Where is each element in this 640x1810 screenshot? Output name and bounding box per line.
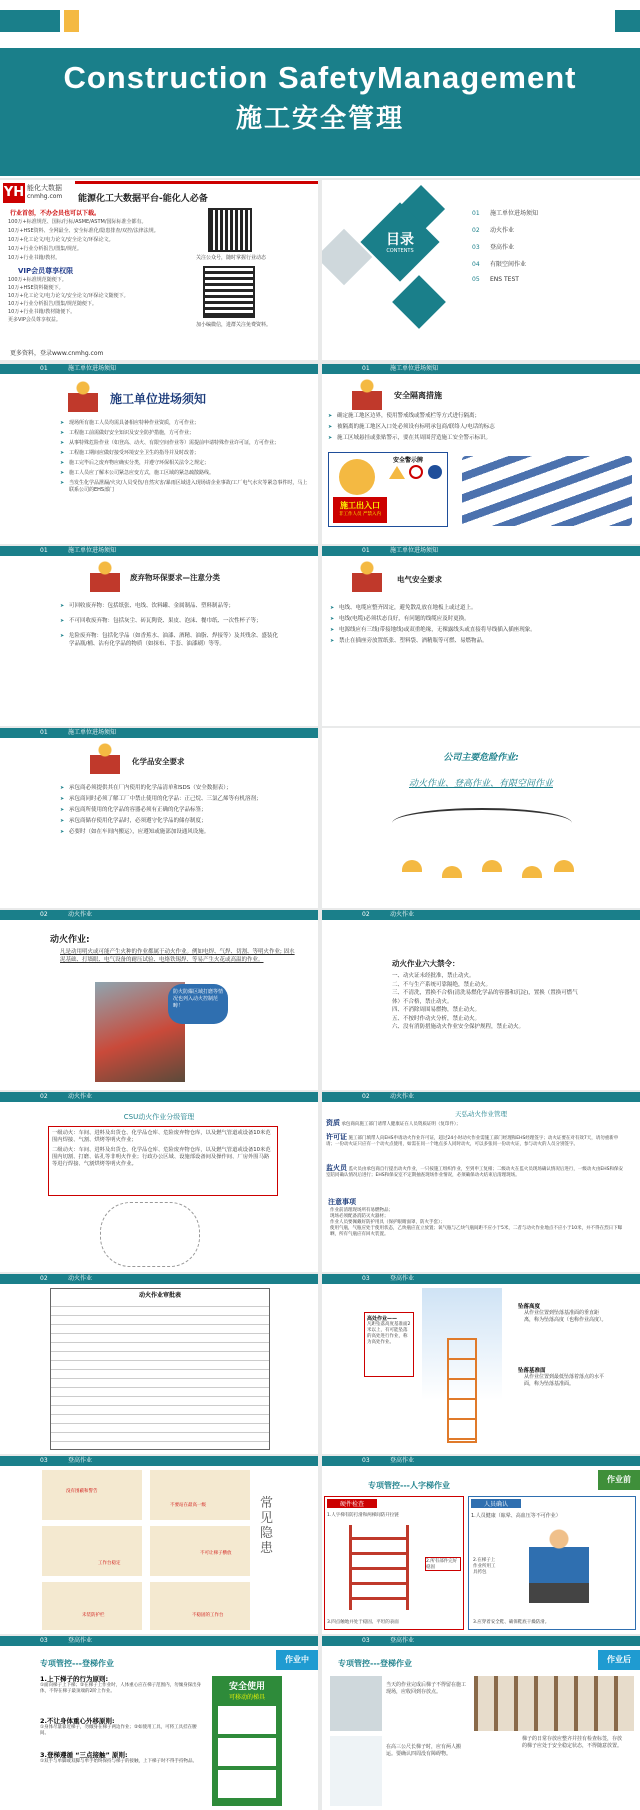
bullet-list <box>60 784 290 839</box>
ad-list <box>8 218 208 263</box>
section-number: 01 <box>362 547 370 554</box>
slide-header-bar <box>0 1636 318 1646</box>
ad-vip-list <box>8 276 208 324</box>
section-title: 动火作业 <box>68 1093 93 1100</box>
cover-banner <box>0 48 640 176</box>
slide-chemical <box>0 728 318 908</box>
bullet-item: ➤ 工程施工期间应做好接受环境安全卫生的指导并及时改善； <box>60 450 310 457</box>
ad-item: 10万+行业书籍/教材。 <box>8 255 61 261</box>
hazard-cell <box>150 1470 250 1520</box>
slide-header-bar <box>0 546 318 556</box>
ladder-illustration <box>349 1525 409 1610</box>
section-title: 动火作业 <box>68 1275 93 1282</box>
right-callout-2 <box>518 1366 608 1388</box>
section-number: 02 <box>362 911 370 918</box>
section-number: 02 <box>40 1093 48 1100</box>
slide-header-bar <box>0 1456 318 1466</box>
bullet-item: ➤ 施工区域悬挂或张贴警示，要在其周围营造施工安全警示标识。 <box>328 434 633 442</box>
slide-hot-work-bans <box>322 910 640 1090</box>
ad-logo-mark: YH <box>3 183 25 203</box>
ad-item: 10万+行业分析报告/图集/规范。 <box>8 246 82 252</box>
form-title: 动火作业审批表 <box>51 1289 269 1300</box>
mgmt-text: 施工部门填带人向EHS申请动火作业许可证，超过24小时动火作业需施工部门经理和EHS经理签字；动火证要在对有效7天，请勿重新申请；一份动火证只应有一个动火点使用，如需在同一个地点多人同时动火，可以多张同一份动火证，参与动火的人员分别签字。 <box>326 1136 619 1147</box>
bullet-item: ➤ 现场所有施工人员均需具备相应特种作业资质，方可作业； <box>60 420 310 427</box>
box-header: 人员确认 <box>471 1499 521 1508</box>
bullet-list <box>60 602 280 651</box>
bubble-text: 防火防爆区域打磨等情况也列入动火控制范畴！ <box>173 989 224 1009</box>
cover-top-block-2 <box>64 10 79 32</box>
slide-ladder-after <box>322 1636 640 1810</box>
slide-title: 专项管控---登梯作业 <box>338 1659 412 1668</box>
bullet-item: ➤ 电源线应有三线(带接地线)或双重绝缘，无裸露线头或直接将导线插入插座现象。 <box>330 626 585 634</box>
slide-header-bar <box>322 364 640 374</box>
helmet-icon <box>522 866 542 878</box>
slide-title: 公司主要危险作业: <box>443 753 519 763</box>
slide-header-bar <box>322 910 640 920</box>
hazard-label: 未装防护栏 <box>82 1613 105 1618</box>
worker-icon <box>90 742 120 774</box>
section-title: 动火作业 <box>68 911 93 918</box>
note-item: 作业人员要佩戴好防护用具（保护眼睛面罩，防火手套）； <box>330 1220 445 1225</box>
ad-vip-item: 100万+标准规范随便下。 <box>8 277 67 283</box>
mgmt-text: 监火员由承包商自行提出动火作业，一只按施工组织作业，至到申工复相；二级动火在监火员现场确认情况后进行，一级动火由EHS和保安室陪同确认情况后进行；EHS和保安室不定期抽查现场作业情况，必须确保动火结束后清理现场。 <box>326 1167 624 1178</box>
section-title: 施工单位进场须知 <box>68 365 117 372</box>
bullet-item: ➤ 承包商储存使用化学品时，必须遵守化学品的储存制度； <box>60 817 290 825</box>
rule-block-3 <box>40 1750 205 1765</box>
poster-figures <box>218 1706 276 1801</box>
ban-item: 五、不按时作动火分析，禁止动火。 <box>392 1015 481 1022</box>
sign-title: 安全警示牌 <box>393 457 424 464</box>
qr2-caption: 加小编微信，进群关注免费资料。 <box>196 322 272 328</box>
slide-entry-notice <box>0 364 318 544</box>
slide-title: 化学品安全要求 <box>132 757 185 766</box>
ad-slide <box>0 180 318 360</box>
mandatory-icon <box>428 465 442 479</box>
bullet-item: ➤ 施工完毕后之废弃物应确实分类，并遵守环保相关法令之规定； <box>60 460 310 467</box>
mgmt-heading: 监火员 <box>326 1164 347 1172</box>
slide-header-bar <box>0 728 318 738</box>
mgmt-item-3 <box>326 1165 626 1179</box>
toc-title: 目录 <box>386 232 414 248</box>
slide-title: CSU动火作业分级管理 <box>123 1113 195 1121</box>
poster-sub: 可移动的梯具 <box>228 1694 265 1701</box>
sign-sub: 非工作人员 严禁入内 <box>339 512 381 517</box>
section-number: 01 <box>362 365 370 372</box>
toc-label: 有限空间作业 <box>490 261 527 268</box>
grading-box <box>48 1126 278 1196</box>
bullet-list <box>328 412 633 445</box>
section-number: 01 <box>40 729 48 736</box>
section-number: 03 <box>40 1457 48 1464</box>
rule-block-2 <box>40 1716 205 1737</box>
slide-common-hazards <box>0 1456 318 1634</box>
box-line: 2.在梯子上作业所用工具挎包 <box>473 1558 496 1575</box>
rule-heading: 1.上下梯子的行为原则: <box>40 1675 109 1683</box>
slide-title: 专项管控---人字梯作业 <box>368 1481 450 1490</box>
toc-item-4[interactable] <box>472 259 632 276</box>
phase-tag-text: 作业前 <box>607 1475 631 1484</box>
after-text-1: 当天的作业完成后梯子不得留在施工现场，应收回到存放点。 <box>386 1682 467 1695</box>
slide-header-bar <box>322 1274 640 1284</box>
toc-label: 施工单位进场须知 <box>490 210 539 217</box>
toc-num: 03 <box>472 244 480 251</box>
slide-header-bar <box>322 1456 640 1466</box>
slide-title: 专项管控---登梯作业 <box>40 1659 114 1668</box>
bullet-item: ➤ 电线(电缆)必须状态良好，有问题的线缆应及时更换。 <box>330 615 585 623</box>
left-callout <box>364 1312 414 1377</box>
rule-heading: 3.登梯遵循 “三点接触” 原则: <box>40 1751 128 1759</box>
mgmt-heading-4: 注意事项 <box>328 1198 356 1206</box>
worker-icon <box>352 560 382 592</box>
slide-header-bar <box>0 910 318 920</box>
slide-header-bar <box>322 1636 640 1646</box>
slide-hot-work-mgmt <box>322 1092 640 1272</box>
ad-vip-item: 10万+化工论文/电力论文/安全论文/环保论文随便下。 <box>8 293 129 299</box>
hazard-cell <box>42 1582 142 1630</box>
note-item: 使用气瓶，气瓶应处于使用状态，乙炔瓶应直立放置；氧气瓶与乙炔气瓶间距不应小于5米，二者与动火作业地点不应小于10米，并不得在烈日下曝晒，所有气瓶应有回火装置。 <box>330 1226 623 1237</box>
hazard-label: 不可让梯子横放 <box>200 1551 232 1556</box>
toc-label: 动火作业 <box>490 227 515 234</box>
section-title: 登高作业 <box>390 1637 415 1644</box>
bullet-item: ➤ 电线、电缆应整齐固定，避免散乱放在地板上或过道上。 <box>330 604 585 612</box>
hazard-cell <box>42 1470 142 1520</box>
slide-a-ladder <box>322 1456 640 1634</box>
worker-icon <box>90 560 120 592</box>
section-number: 01 <box>40 547 48 554</box>
section-number: 03 <box>40 1637 48 1644</box>
box-line: 3.四点触地并处于稳固、平坦的表面 <box>327 1620 399 1625</box>
barrier-tape-photo <box>462 456 632 526</box>
slide-title: 天弘动火作业管理 <box>455 1110 507 1118</box>
notes-list <box>330 1208 626 1238</box>
bullet-item: ➤ 禁止在插座旁放置纸张、塑料袋、酒精瓶等可燃、易燃物品。 <box>330 637 585 645</box>
phase-tag-text: 作业后 <box>607 1655 631 1664</box>
carry-illustration <box>330 1736 382 1806</box>
ad-vip-item: 10万+行业书籍/教材随便下。 <box>8 309 76 315</box>
ladder-stored-photo <box>330 1676 382 1731</box>
ad-sub: 行业首创，不办会员也可以下载。 <box>10 210 101 217</box>
section-number: 02 <box>40 1275 48 1282</box>
rule-heading: 2.不让身体重心外移原则: <box>40 1717 115 1725</box>
bullet-item: ➤ 危险废弃物：包括化学品（如香蕉水、油漆、酒精、油脂、焊接等）及其残余、盛装化学品瓶/桶、沾有化学品的物质（如抹布、手套、油漆刷）等等。 <box>60 632 280 648</box>
warning-icon <box>389 466 405 479</box>
slide-body: 凡是动用明火或可能产生火种的作业都属于动火作业。例如电焊、气焊、切割、等明火作业; 固水泥基础、打墙眼、电气设备的耐压试验、电烙铁锡焊、等易产生火花或高温的作业。 <box>60 949 295 963</box>
speech-bubble <box>168 984 228 1024</box>
ban-list <box>392 972 582 1032</box>
slide-height-def <box>322 1274 640 1454</box>
personnel-box <box>468 1496 636 1630</box>
bullet-list <box>330 604 585 648</box>
hardware-box <box>324 1496 464 1630</box>
callout-body: 从作业位置到坠落基准面的垂直距离，称为坠落高度（也称作业高度）。 <box>524 1310 607 1323</box>
section-title: 动火作业 <box>390 911 415 918</box>
slide-header-bar <box>322 1092 640 1102</box>
toc-item-1[interactable] <box>472 208 632 225</box>
mgmt-heading: 许可证 <box>326 1133 347 1141</box>
box-line: 3.应穿着安全鞋、确保鞋底干燥防滑。 <box>473 1620 550 1625</box>
ad-vip-item: 更多VIP会员尊享权益。 <box>8 317 61 323</box>
ad-header-bar <box>75 181 318 184</box>
section-title: 登高作业 <box>68 1637 93 1644</box>
slide-header-bar <box>322 546 640 556</box>
bullet-item: ➤ 承包商所使用的化学品的容器必须有正确的化学品标签； <box>60 806 290 814</box>
rule-text: ①身体尽量靠近梯子，勿倾身在梯子两边作业；②如使用工具，可将工具挂在腰间。 <box>40 1725 197 1736</box>
section-title: 施工单位进场须知 <box>390 547 439 554</box>
qr-code-2 <box>205 268 253 316</box>
cover-title-en: Construction SafetyManagement <box>63 60 577 95</box>
toc-diamond-bottom <box>392 275 446 329</box>
slide-waste <box>0 546 318 726</box>
phase-tag <box>598 1650 640 1670</box>
grade-item: 二级动火：车间、进料及出货仓、化学品仓库、危险废弃物仓库，以及燃气管道或设备10米范围内切割、打磨、钻孔等非明火作业；行政办公区域、设施部设备间及操作间、厂房外围马路等进行焊接、气割烘烤等明火作业。 <box>52 1147 271 1167</box>
permit-form <box>50 1288 270 1450</box>
section-title: 施工单位进场须知 <box>390 365 439 372</box>
slide-title: 动火作业六大禁令： <box>392 959 460 968</box>
phase-tag-text: 作业中 <box>285 1655 309 1664</box>
ad-logo-url: cnmhg.com <box>27 193 63 200</box>
bullet-item: ➤ 可回收废弃物：包括纸张、电线、饮料罐、金属制品、塑料制品等； <box>60 602 280 610</box>
section-number: 02 <box>40 911 48 918</box>
section-number: 01 <box>40 365 48 372</box>
bullet-item: ➤ 不可回收废弃物：包括灰尘、砖瓦陶瓷、果皮、泡沫、餐巾纸、一次性杯子等； <box>60 617 280 625</box>
slide-title: 安全隔离措施 <box>394 391 442 400</box>
ladder-rack-photo <box>474 1676 634 1731</box>
hazard-label: 没有围蔽和警告 <box>66 1489 98 1494</box>
ad-item: 10万+HSE资料、全网最全、安全标准化/隐患排查/双控/法律法规。 <box>8 228 159 234</box>
bullet-item: ➤ 承包商必须提供其在厂内使用的化学品清单和SDS（安全数据表）； <box>60 784 290 792</box>
poster-title: 安全使用 <box>228 1682 265 1692</box>
hazard-illustration <box>382 800 582 898</box>
toc-list <box>472 208 632 293</box>
hazard-label: 不要站在最高一级 <box>170 1503 206 1508</box>
ad-vip-title: VIP会员尊享权限 <box>18 267 74 275</box>
right-callout-1 <box>518 1302 608 1324</box>
helmet-icon <box>402 860 422 872</box>
slide-hot-work-form <box>0 1274 318 1454</box>
sign-main: 施工出入口 <box>340 501 380 510</box>
toc-title-en: CONTENTS <box>386 248 414 254</box>
ban-item: 四、不消除周围易燃物，禁止动火。 <box>392 1007 481 1013</box>
slide-electrical <box>322 546 640 726</box>
section-title: 动火作业 <box>390 1093 415 1100</box>
slide-hot-work <box>0 910 318 1090</box>
cartoon-illustration <box>100 1202 200 1267</box>
box-line: 1.人字梯有防打滑和两梯间防开拉链 <box>327 1513 399 1518</box>
ad-vip-item: 10万+行业分析报告/图集/规范随便下。 <box>8 301 97 307</box>
scaffold-illustration <box>422 1288 502 1448</box>
bullet-item: ➤ 从事特殊危险作业（如登高、动火、有限空间作业等）需提前申请特殊作业许可证，方可作业； <box>60 440 310 447</box>
bullet-item: ➤ 施工人员应了解本公司紧急应变方式，施工区域的紧急疏散路线。 <box>60 470 310 477</box>
worker-illustration <box>529 1523 589 1603</box>
note-item: 作业前清理现场所有易燃物品； <box>330 1208 393 1213</box>
slide-title: 动火作业: <box>50 935 90 945</box>
section-title: 登高作业 <box>390 1275 415 1282</box>
slide-isolation <box>322 364 640 544</box>
section-number: 03 <box>362 1637 370 1644</box>
toc-label: ENS TEST <box>490 276 519 283</box>
bullet-item: ➤ 当发生化学品泄漏/火灾/人员受伤/自然灾害/暴雨区域进入现场请企业事故/工厂电气水灾等紧急事件时，马上联系公司的EHS部门 <box>60 480 310 494</box>
toc-num: 04 <box>472 261 480 268</box>
sign-red-box <box>333 497 387 523</box>
ad-logo-cn: 能化大数据 <box>27 184 62 192</box>
slide-title: 施工单位进场须知 <box>110 392 207 406</box>
slide-subtitle: 动火作业、登高作业、有限空间作业 <box>408 779 553 789</box>
bullet-item: ➤ 工程施工前需做好安全知识及安全防护措施，方可作业； <box>60 430 310 437</box>
toc-slide <box>322 180 640 360</box>
toc-item-3[interactable] <box>472 242 632 259</box>
cover-slide <box>0 0 640 178</box>
bullet-item: ➤ 必要时（如在车间内搬运），应遵知或施部加设通风设施。 <box>60 828 290 836</box>
section-number: 03 <box>362 1457 370 1464</box>
helmet-icon <box>554 860 574 872</box>
hazard-label: 不稳固的工作台 <box>192 1613 224 1618</box>
bullet-item: ➤ 确定施工地区边界，使用警戒线或警戒栏等方式进行隔离； <box>328 412 633 420</box>
hazard-cell <box>150 1582 250 1630</box>
mgmt-item-1 <box>326 1120 626 1128</box>
after-text-2: 梯子的日常存放应整齐并挂有检查标签，存放的梯子应处于安全稳定状态，不得随意放置。 <box>522 1736 623 1749</box>
safety-poster <box>212 1676 282 1806</box>
bullet-item: ➤ 承包商同时必须了解工厂中禁止使用的化学品：正己烷、三氯乙烯等有机溶剂； <box>60 795 290 803</box>
section-title: 登高作业 <box>68 1457 93 1464</box>
toc-label: 登高作业 <box>490 244 515 251</box>
grade-item: 一级动火：车间、进料及出货仓、化学品仓库、危险废弃物仓库，以及燃气管道或设备10米范围内焊接、气割、烘烤等明火作业； <box>52 1130 271 1143</box>
box-line: 1.人员健康（眩晕、高血压等不可作业） <box>471 1513 561 1519</box>
slide-title: 电气安全要求 <box>397 575 442 584</box>
note-item: 现场必须配备消防灭火器材； <box>330 1214 389 1219</box>
qr-code-1 <box>210 210 250 250</box>
ban-item: 六、没有消防措施动火作业安全保护规程，禁止动火。 <box>392 1024 525 1030</box>
bullet-list <box>60 420 310 497</box>
sky-hook-icon <box>392 808 572 838</box>
toc-num: 05 <box>472 276 480 283</box>
slide-hot-work-grading <box>0 1092 318 1272</box>
qr1-caption: 关注公众号，随时掌握行业动态 <box>196 255 267 261</box>
ad-logo <box>3 183 73 205</box>
hazard-grid <box>42 1470 252 1630</box>
after-text-3: 在高三公尺长梯子时，应有两人搬运。要确认四周没有障碍物。 <box>386 1744 462 1757</box>
worker-sign-icon <box>339 459 375 495</box>
worker-icon <box>68 380 98 412</box>
section-title: 登高作业 <box>390 1457 415 1464</box>
slide-header-bar <box>0 1092 318 1102</box>
ad-footer[interactable]: 更多资料，登录www.cnmhg.com <box>10 350 104 357</box>
ban-item: 二、不与生产系统可靠隔绝，禁止动火。 <box>392 981 492 988</box>
rule-text: ①面向梯子上下梯；②在梯子上作业时，人体重心应在梯子范围内，勿倾身探出身体，不得在梯子最顶端的2阶上作业。 <box>40 1683 202 1694</box>
side-title: 常见隐患 <box>260 1496 274 1556</box>
bullet-item: ➤ 被隔离的施工地区入口处必须设有标明承包商/联络人/电话的标志 <box>328 423 633 431</box>
ad-headline: 能源化工大数据平台-能化人必备 <box>78 194 208 204</box>
section-number: 02 <box>362 1093 370 1100</box>
callout-title: 高处作业—— <box>367 1316 398 1322</box>
slide-title: 废弃物环保要求—注意分类 <box>130 573 220 582</box>
mgmt-item-2 <box>326 1134 626 1148</box>
toc-num: 02 <box>472 227 480 234</box>
phase-tag <box>598 1470 640 1490</box>
helmet-icon <box>442 866 462 878</box>
ad-item: 100万+标准规范、国标/行标/ASME/ASTM/国际标准全都有。 <box>8 219 147 225</box>
worker-icon <box>352 378 382 410</box>
section-title: 施工单位进场须知 <box>68 729 117 736</box>
mgmt-heading: 资质 <box>326 1119 340 1127</box>
slide-hazard-work <box>322 728 640 908</box>
ban-item: 一、动火证未经批准，禁止动火。 <box>392 973 475 979</box>
hazard-label: 工作台稳定 <box>98 1561 121 1566</box>
callout-title: 坠落基准面 <box>518 1368 546 1374</box>
callout-title: 坠落高度 <box>518 1304 541 1310</box>
cover-title-cn: 施工安全管理 <box>235 104 404 134</box>
phase-tag <box>276 1650 318 1670</box>
section-number: 03 <box>362 1275 370 1282</box>
box-line: 2.所有部件完好稳固 <box>425 1557 461 1571</box>
section-title: 施工单位进场须知 <box>68 547 117 554</box>
slide-header-bar <box>0 364 318 374</box>
hazard-cell <box>150 1526 250 1576</box>
callout-body: 凡距坠落高度基准面2米以上，有可能坠落的高处进行作业，称为高处作业。 <box>367 1322 411 1345</box>
prohibit-icon <box>409 465 423 479</box>
ban-item: 三、不清洗，置换不合格(清洗易燃化学品的容器和沉淀)，置换（置换可燃气体）不合格，禁止动火。 <box>392 990 578 1005</box>
ad-vip-item: 10万+HSE资料随便下。 <box>8 285 64 291</box>
toc-item-2[interactable] <box>472 225 632 242</box>
cover-top-block-3 <box>615 10 640 32</box>
callout-body: 从作业位置到最低坠落着落点的水平面，称为坠落基准面。 <box>524 1374 605 1387</box>
rule-text: ①双手与单脚或双脚与单手始终保持与梯子的接触，上下梯子时不得手持物品。 <box>40 1759 198 1764</box>
box-header: 硬件检查 <box>327 1499 377 1508</box>
hazard-cell <box>42 1526 142 1576</box>
helmet-icon <box>482 860 502 872</box>
safety-sign <box>328 452 448 527</box>
cover-top-block-1 <box>0 10 60 32</box>
toc-item-5[interactable] <box>472 276 632 293</box>
scaffold-frame <box>447 1338 477 1443</box>
slide-header-bar <box>0 1274 318 1284</box>
toc-num: 01 <box>472 210 480 217</box>
mgmt-text: 承包商向施工部门请带人健康证在人员资质证明（复印件）； <box>341 1122 461 1127</box>
rule-block-1 <box>40 1674 205 1695</box>
ad-item: 10万+化工论文/电力论文/安全论文/环保论文。 <box>8 237 114 243</box>
slide-ladder-during <box>0 1636 318 1810</box>
